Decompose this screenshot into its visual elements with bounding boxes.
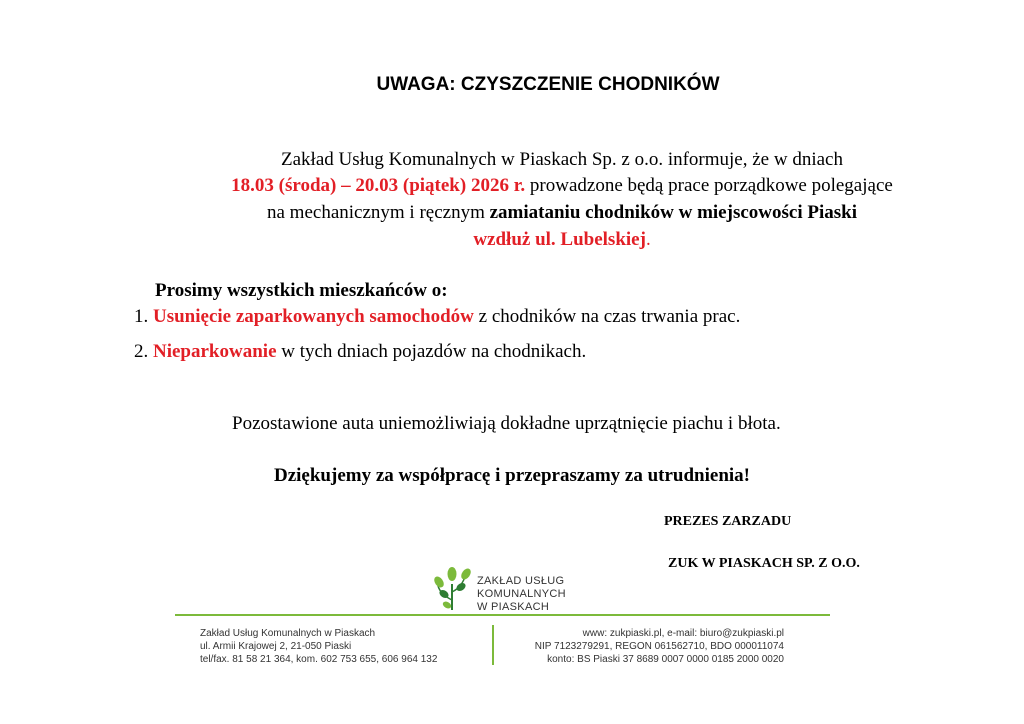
intro-line-3-bold: zamiataniu chodników w miejscowości Piaski	[489, 202, 857, 223]
list-item	[134, 340, 586, 363]
logo-line-1: ZAKŁAD USŁUG	[477, 575, 565, 587]
footer-divider	[175, 614, 830, 616]
intro-line-2	[0, 174, 1024, 197]
note-text: Pozostawione auta uniemożliwiają dokładne uprzątnięcie piachu i błota.	[232, 413, 781, 434]
street-highlight: wzdłuż ul. Lubelskiej	[473, 229, 646, 250]
list-item-text: z chodników na czas trwania prac.	[473, 306, 741, 327]
thanks-text: Dziękujemy za współpracę i przepraszamy za utrudnienia!	[274, 465, 750, 486]
intro-line-4	[0, 228, 1024, 251]
footer-right-line-1: www: zukpiaski.pl, e-mail: biuro@zukpiaski.pl	[582, 628, 784, 639]
intro-line-2-rest: prowadzone będą prace porządkowe polegające	[525, 175, 893, 196]
intro-line-3	[0, 201, 1024, 224]
page-title: UWAGA: CZYSZCZENIE CHODNIKÓW	[376, 74, 720, 95]
list-item-number: 1.	[134, 306, 153, 327]
list-item-highlight: Usunięcie zaparkowanych samochodów	[153, 306, 474, 327]
intro-line-3-plain: na mechanicznym i ręcznym	[267, 202, 490, 223]
footer-right-line-2: NIP 7123279291, REGON 061562710, BDO 000011074	[534, 641, 784, 652]
signature-company: ZUK W PIASKACH SP. Z O.O.	[668, 556, 860, 571]
list-item	[134, 305, 740, 328]
footer-left-line-2: ul. Armii Krajowej 2, 21-050 Piaski	[200, 641, 352, 652]
request-heading: Prosimy wszystkich mieszkańców o:	[155, 280, 448, 301]
footer-right-line-3: konto: BS Piaski 37 8689 0007 0000 0185 2000 0020	[547, 654, 784, 665]
signature-title: PREZES ZARZADU	[664, 514, 792, 529]
company-logo-icon	[430, 562, 476, 612]
list-item-text: w tych dniach pojazdów na chodnikach.	[276, 341, 587, 362]
intro-line-1: Zakład Usług Komunalnych w Piaskach Sp. z o.o. informuje, że w dniach	[281, 149, 843, 170]
logo-line-2: KOMUNALNYCH	[477, 588, 566, 600]
footer-left-line-1: Zakład Usług Komunalnych w Piaskach	[200, 628, 376, 639]
footer-left-line-3: tel/fax. 81 58 21 364, kom. 602 753 655, 606 964 132	[200, 654, 438, 665]
footer-vertical-divider	[492, 625, 494, 665]
dates-highlight: 18.03 (środa) – 20.03 (piątek) 2026 r.	[231, 175, 526, 196]
logo-line-3: W PIASKACH	[477, 601, 550, 613]
list-item-highlight: Nieparkowanie	[153, 341, 277, 362]
intro-line-4-end: .	[645, 229, 651, 250]
list-item-number: 2.	[134, 341, 153, 362]
